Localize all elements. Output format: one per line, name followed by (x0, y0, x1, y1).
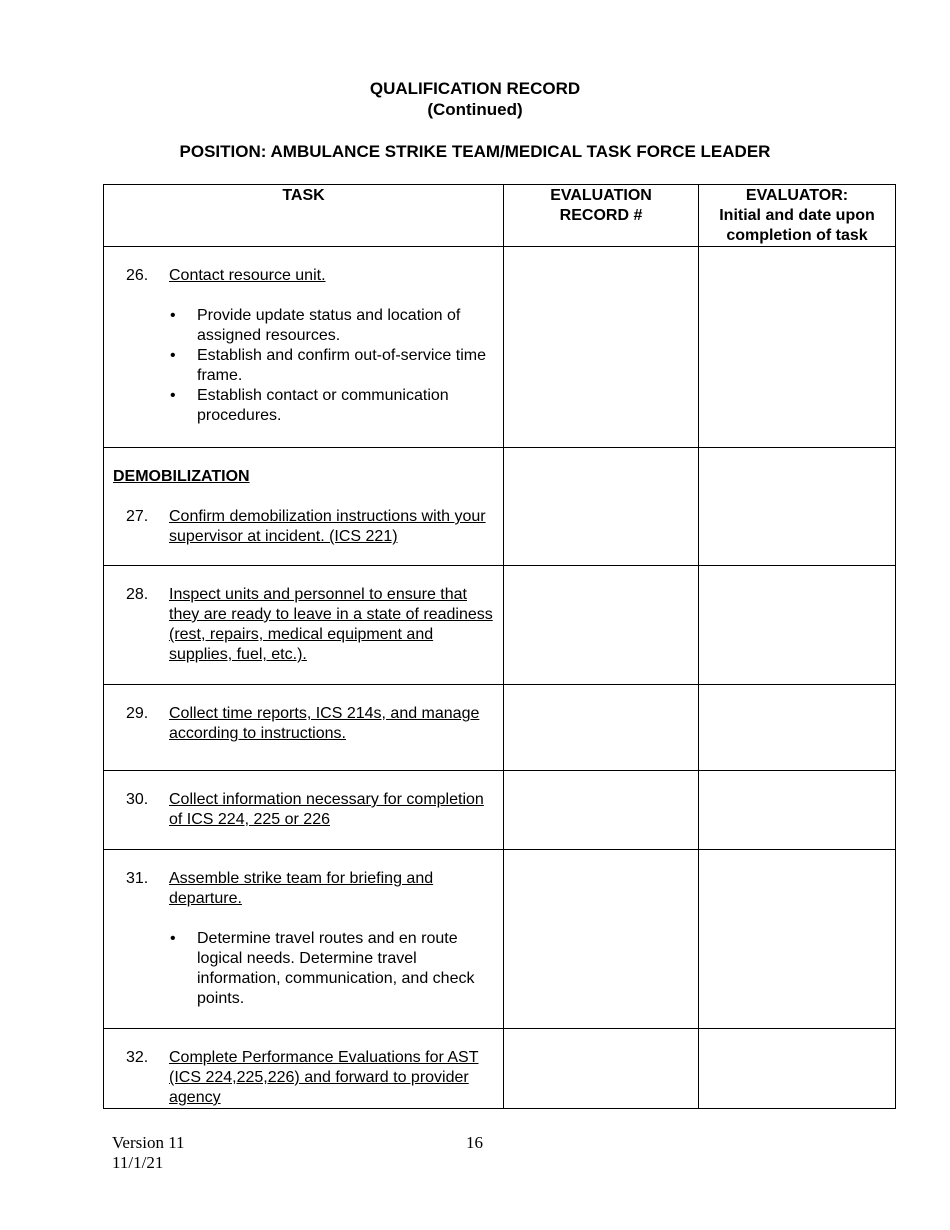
task-text: Confirm demobilization instructions with your supervisor at incident. (ICS 221) (169, 508, 486, 545)
table-row (104, 771, 896, 850)
task-cell-32 (104, 1029, 504, 1109)
task-bullets (113, 929, 493, 1009)
task-text: Collect information necessary for completion of ICS 224, 225 or 226 (169, 791, 484, 828)
task-number: 32. (126, 1049, 149, 1066)
task-number: 29. (126, 705, 149, 722)
table-row (104, 566, 896, 685)
task-cell-27 (104, 448, 504, 566)
task-cell-29 (104, 685, 504, 771)
task-text: Inspect units and personnel to ensure that they are ready to leave in a state of readiness (rest, repairs, medical equipment and supplies, fuel, etc.). (169, 586, 493, 663)
task-number: 27. (126, 508, 149, 525)
task-text: Contact resource unit. (169, 267, 326, 284)
bullet-item: • Establish and confirm out-of-service time frame. (197, 346, 493, 386)
evaluator-cell[interactable] (699, 247, 896, 448)
table-row (104, 850, 896, 1029)
task-cell-26 (104, 247, 504, 448)
header-evaluator: EVALUATOR: Initial and date upon completion of task (699, 185, 896, 247)
evaluator-cell[interactable] (699, 850, 896, 1029)
task-cell-31 (104, 850, 504, 1029)
evaluator-cell[interactable] (699, 685, 896, 771)
position-title: POSITION: AMBULANCE STRIKE TEAM/MEDICAL TASK FORCE LEADER (179, 142, 771, 161)
task-cell-30 (104, 771, 504, 850)
task-text: Assemble strike team for briefing and departure. (169, 870, 434, 907)
task-number: 30. (126, 791, 149, 808)
evaluation-record-cell[interactable] (504, 1029, 699, 1109)
task-number: 26. (126, 267, 149, 284)
table-row (104, 1029, 896, 1109)
table-row (104, 247, 896, 448)
table-header-row (104, 185, 896, 247)
footer-date: 11/1/21 (112, 1153, 164, 1172)
page-number: 16 (466, 1133, 483, 1152)
evaluator-cell[interactable] (699, 448, 896, 566)
page-title: QUALIFICATION RECORD (369, 79, 581, 98)
evaluation-record-cell[interactable] (504, 771, 699, 850)
bullet-item: • Provide update status and location of assigned resources. (197, 306, 493, 346)
task-text: Complete Performance Evaluations for AST (ICS 224,225,226) and forward to provider agency (169, 1049, 479, 1106)
footer-version: Version 11 (112, 1133, 185, 1152)
task-bullets (113, 306, 493, 426)
bullet-item: • Determine travel routes and en route logical needs. Determine travel information, communication, and check points. (197, 929, 493, 1009)
evaluation-record-cell[interactable] (504, 448, 699, 566)
bullet-item: • Establish contact or communication procedures. (197, 386, 493, 426)
evaluation-record-cell[interactable] (504, 566, 699, 685)
task-text: Collect time reports, ICS 214s, and manage according to instructions. (169, 705, 480, 742)
evaluator-cell[interactable] (699, 566, 896, 685)
task-number: 28. (126, 586, 149, 603)
header-task: TASK (104, 185, 504, 247)
task-cell-28 (104, 566, 504, 685)
evaluator-cell[interactable] (699, 1029, 896, 1109)
qualification-table (103, 184, 896, 1109)
table-row (104, 448, 896, 566)
task-number: 31. (126, 870, 149, 887)
evaluator-cell[interactable] (699, 771, 896, 850)
evaluation-record-cell[interactable] (504, 685, 699, 771)
section-heading-demobilization: DEMOBILIZATION (113, 468, 250, 485)
table-row (104, 685, 896, 771)
evaluation-record-cell[interactable] (504, 247, 699, 448)
evaluation-record-cell[interactable] (504, 850, 699, 1029)
page-subtitle: (Continued) (427, 100, 523, 119)
header-evaluation-record: EVALUATION RECORD # (504, 185, 699, 247)
